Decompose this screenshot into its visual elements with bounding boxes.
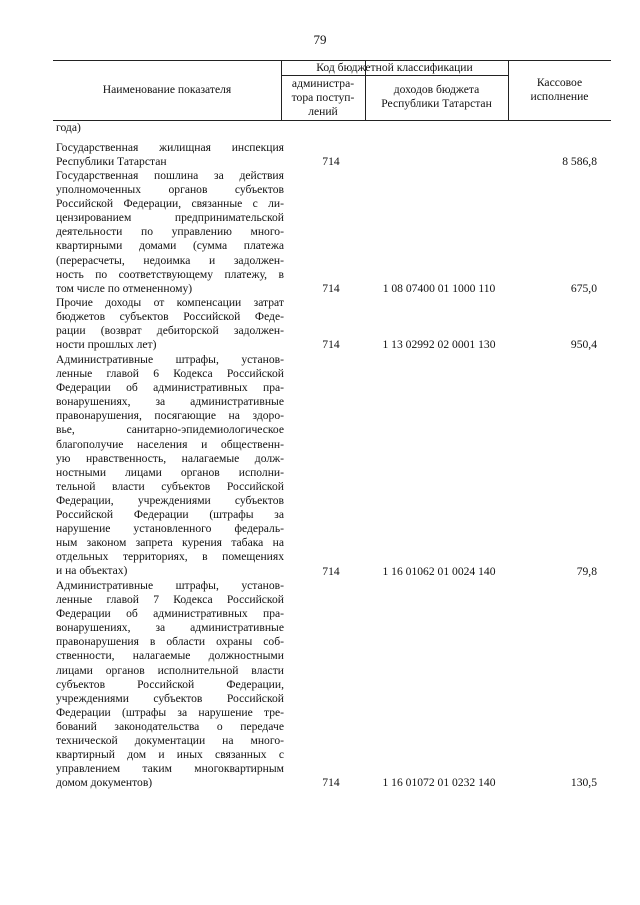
table-row <box>53 121 611 135</box>
indicator-name-line: бюджетов субъектов Российской Феде- <box>56 310 284 324</box>
income-code: 1 16 01072 01 0232 140 <box>382 776 496 790</box>
indicator-name-line: ленные главой 6 Кодекса Российской <box>56 367 284 381</box>
indicator-name-line: тельной власти субъектов Российской <box>56 479 284 493</box>
table-row <box>53 579 611 791</box>
indicator-name-line: учреждениями субъектов Российской <box>56 691 284 705</box>
indicator-name-line: деятельности по управлению много- <box>56 225 284 239</box>
indicator-name-line: квартирный дом и иных связанных с <box>56 748 284 762</box>
indicator-name-line: ности прошлых лет) <box>56 338 157 352</box>
admin-code: 714 <box>322 776 340 790</box>
indicator-name-line: технической документации на много- <box>56 734 284 748</box>
indicator-name-line: года) <box>56 121 81 134</box>
indicator-name-line: том числе по отмененному) <box>56 281 193 295</box>
indicator-name-line: Государственная жилищная инспекция <box>56 141 284 154</box>
indicator-name-line: субъектов Российской Федерации, <box>56 677 284 691</box>
indicator-name <box>56 579 284 790</box>
header-col-admin: администра- тора поступ- лений <box>291 77 355 118</box>
header-group-underline <box>281 75 508 76</box>
cash-amount: 675,0 <box>570 281 597 295</box>
indicator-name-line: домом документов) <box>56 776 153 790</box>
admin-code: 714 <box>322 281 340 295</box>
indicator-name-line: отдельных территориях, в помещениях <box>56 550 284 564</box>
indicator-name <box>56 169 284 296</box>
header-col-name: Наименование показателя <box>102 83 232 96</box>
indicator-name <box>56 353 284 579</box>
table-row <box>53 296 611 352</box>
cash-amount: 130,5 <box>570 776 597 790</box>
indicator-name-line: нарушение установленного федераль- <box>56 522 284 536</box>
header-col-exec: Кассовое исполнение <box>530 76 589 103</box>
table-row <box>53 141 611 169</box>
income-code: 1 08 07400 01 1000 110 <box>382 281 496 295</box>
page-number: 79 <box>313 32 327 47</box>
indicator-name-line: ственности, налагаемые должностными <box>56 649 284 663</box>
indicator-name-line: и на объектах) <box>56 564 128 578</box>
indicator-name-line: Государственная пошлина за действия <box>56 169 284 182</box>
table-row <box>53 169 611 296</box>
indicator-name-line: лицами органов исполнительной власти <box>56 663 284 677</box>
income-code: 1 13 02992 02 0001 130 <box>382 338 496 352</box>
indicator-name-line: Республики Татарстан <box>56 155 167 169</box>
indicator-name-line: Российской Федерации (штрафы за <box>56 508 284 522</box>
header-col-income: доходов бюджета Республики Татарстан <box>381 83 492 110</box>
indicator-name-line: Федерации, учреждениями субъектов <box>56 493 284 507</box>
indicator-name <box>56 141 284 169</box>
indicator-name-line: правонарушения в области охраны соб- <box>56 635 284 649</box>
indicator-name-line: вье, санитарно-эпидемиологическое <box>56 423 284 437</box>
indicator-name-line: ность по соответствующему платежу, в <box>56 267 284 281</box>
cash-amount: 950,4 <box>570 338 597 352</box>
income-code: 1 16 01062 01 0024 140 <box>382 564 496 578</box>
indicator-name-line: Федерации об административных пра- <box>56 381 284 395</box>
admin-code: 714 <box>322 564 340 578</box>
indicator-name-line: ленные главой 7 Кодекса Российской <box>56 593 284 607</box>
cash-amount: 8 586,8 <box>562 155 597 169</box>
indicator-name-line: квартирными домами (сумма платежа <box>56 239 284 253</box>
indicator-name <box>56 121 284 135</box>
table-row <box>53 353 611 579</box>
indicator-name <box>56 296 284 352</box>
header-budget-classification: Код бюджетной классификации <box>316 61 473 74</box>
indicator-name-line: правонарушения, посягающие на здоро- <box>56 409 284 423</box>
table-header <box>53 60 611 121</box>
indicator-name-line: Административные штрафы, установ- <box>56 579 284 592</box>
indicator-name-line: Российской Федерации, связанные с ли- <box>56 197 284 211</box>
indicator-name-line: ую нравственность, налагаемые долж- <box>56 451 284 465</box>
indicator-name-line: Федерации об административных пра- <box>56 607 284 621</box>
indicator-name-line: управлением таким многоквартирным <box>56 762 284 776</box>
indicator-name-line: ностными лицами органов исполни- <box>56 465 284 479</box>
indicator-name-line: вонарушениях, за административные <box>56 621 284 635</box>
indicator-name-line: (перерасчеты, недоимка и задолжен- <box>56 253 284 267</box>
indicator-name-line: рации (возврат дебиторской задолжен- <box>56 324 284 338</box>
cash-amount: 79,8 <box>576 564 597 578</box>
indicator-name-line: вонарушениях, за административные <box>56 395 284 409</box>
indicator-name-line: Административные штрафы, установ- <box>56 353 284 366</box>
indicator-name-line: Прочие доходы от компенсации затрат <box>56 296 284 309</box>
indicator-name-line: ным законом запрета курения табака на <box>56 536 284 550</box>
indicator-name-line: уполномоченных органов субъектов <box>56 183 284 197</box>
indicator-name-line: бований законодательства о передаче <box>56 719 284 733</box>
indicator-name-line: цензированием предпринимательской <box>56 211 284 225</box>
admin-code: 714 <box>322 155 340 169</box>
indicator-name-line: Федерации (штрафы за нарушение тре- <box>56 705 284 719</box>
admin-code: 714 <box>322 338 340 352</box>
indicator-name-line: благополучие населения и общественн- <box>56 437 284 451</box>
